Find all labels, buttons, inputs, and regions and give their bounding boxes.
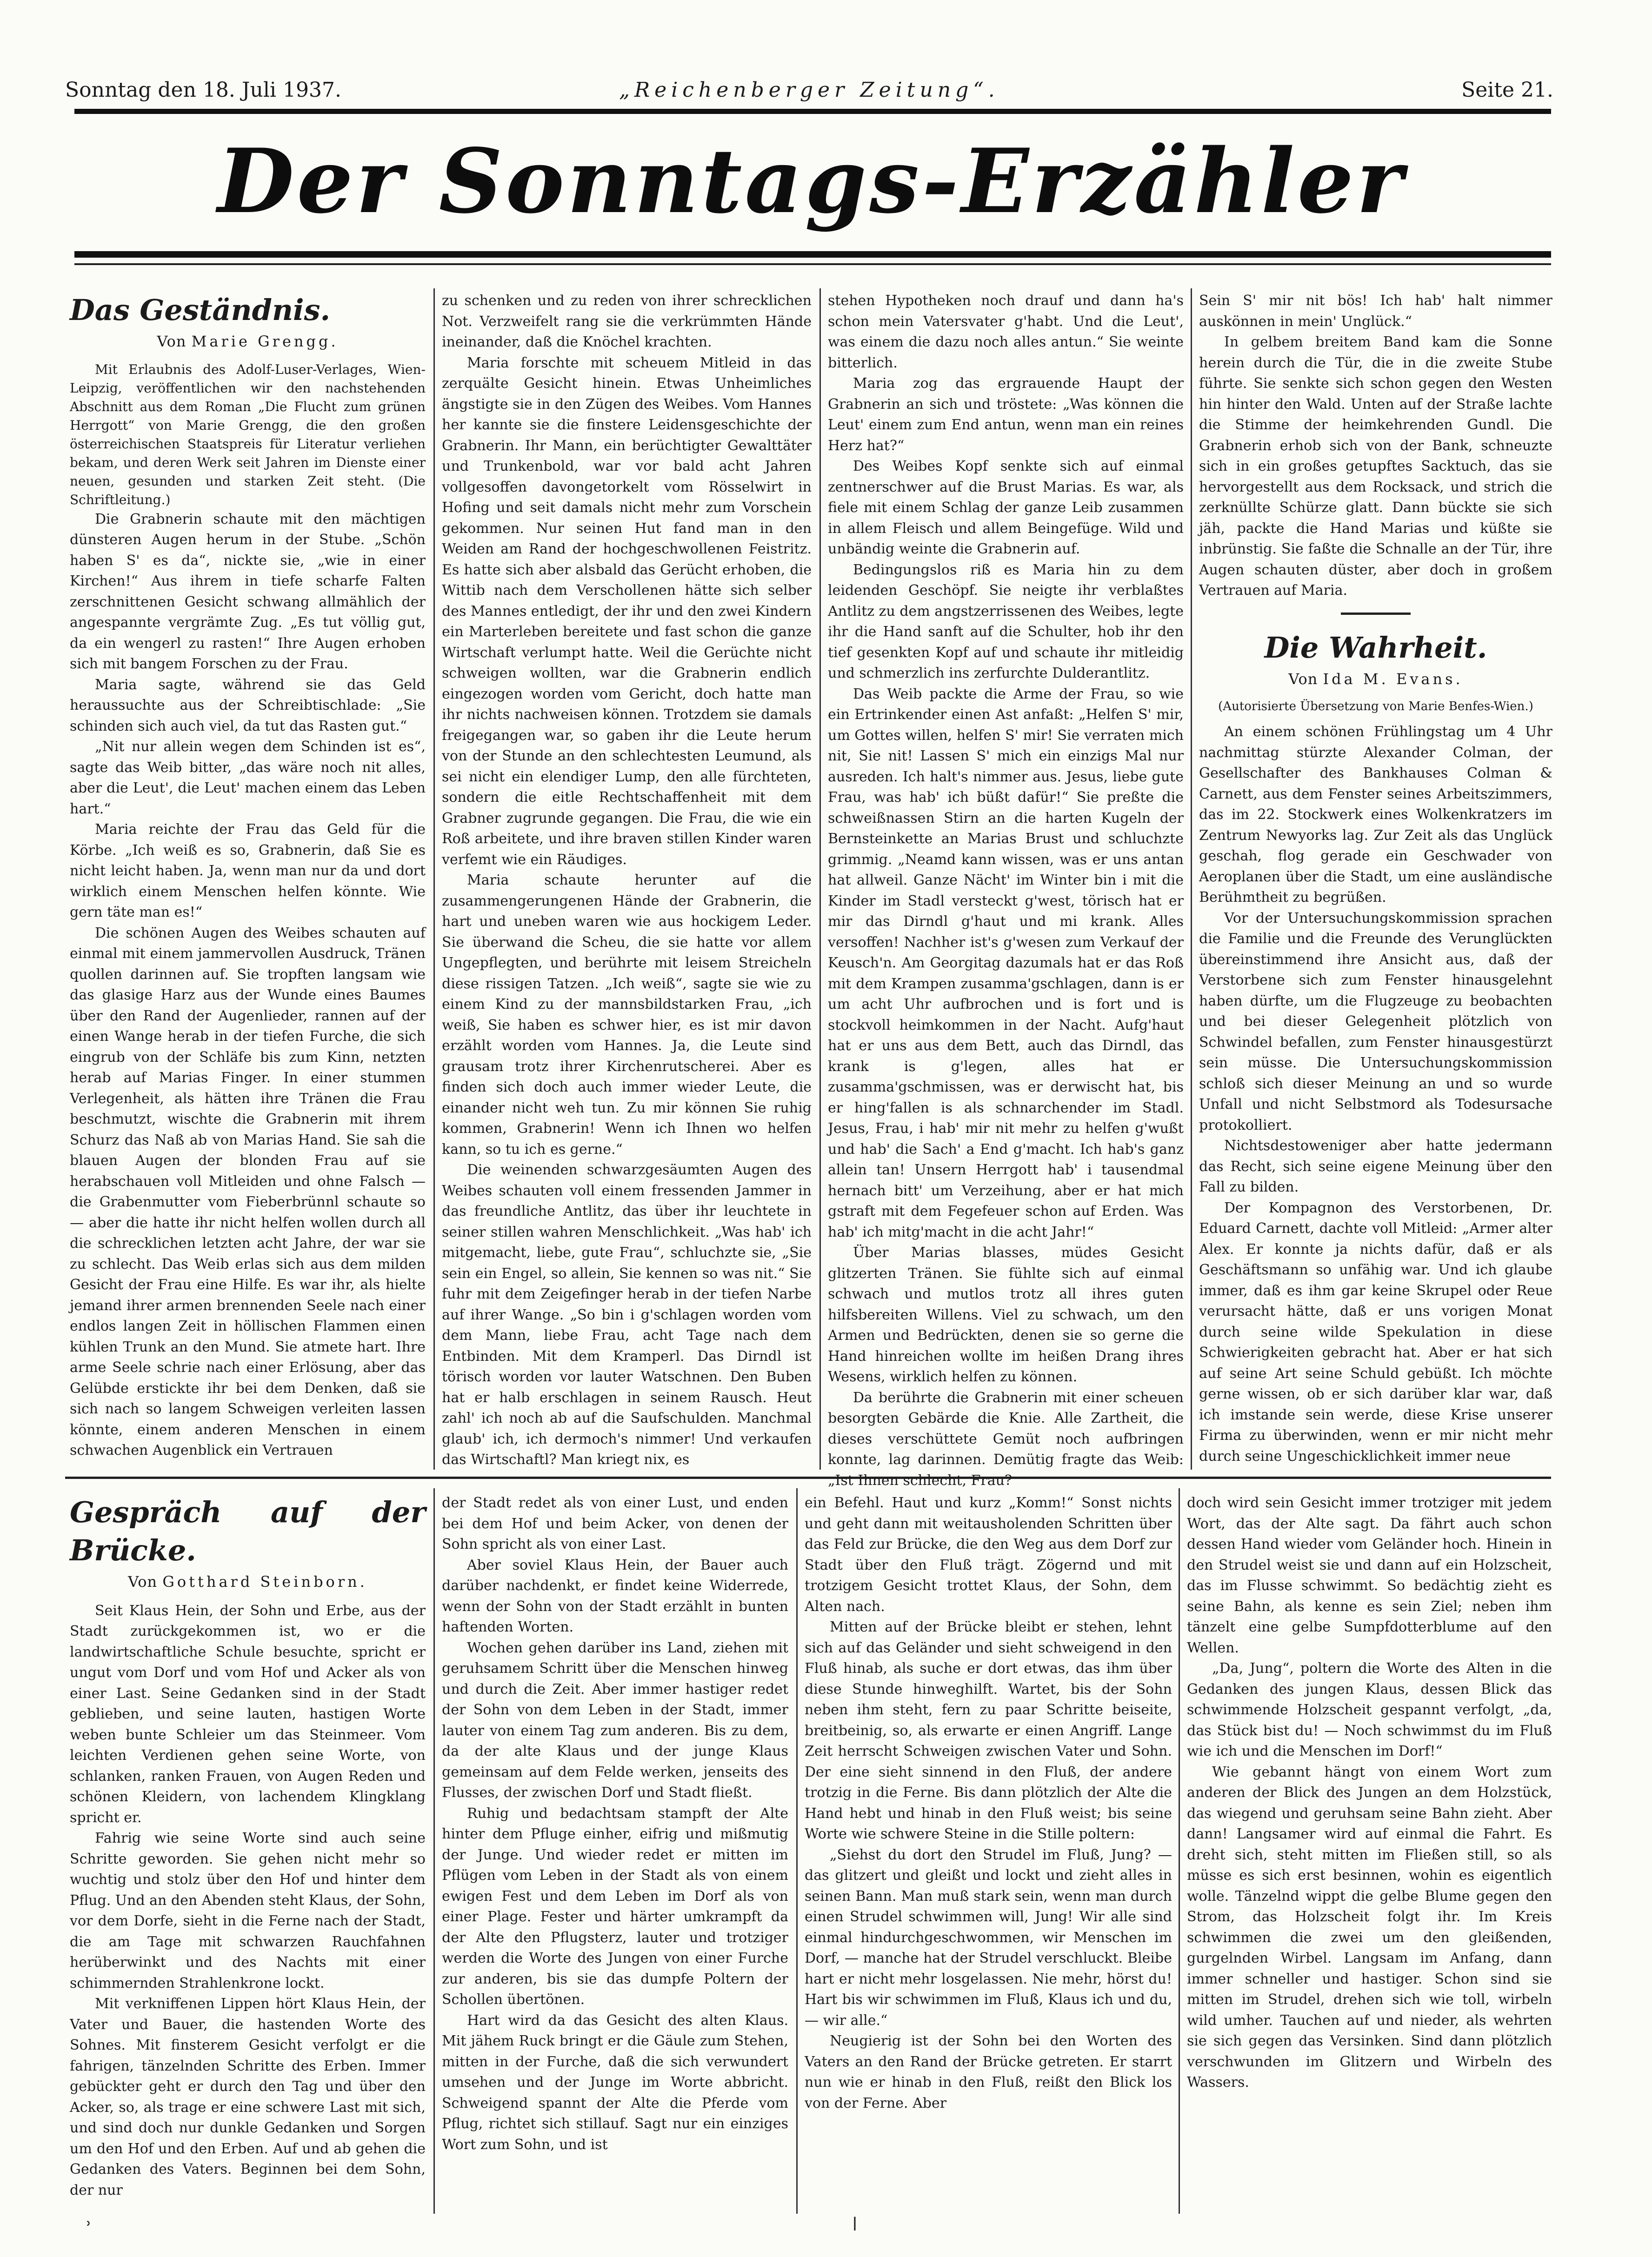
paragraph: Mit verkniffenen Lippen hört Klaus Hein, der Vater und Bauer, die hastenden Worte des Sohnes. Mit finsterem Gesicht verfolgt er die fahrigen, tänzelnden Schritte des Erben. Immer gebückter geht er durch den Tag und über den Acker, so, als trage er eine schwere Last mit sich, und sind doch nur dunkle Gedanken und Sorgen um den Hof und den Erben. Auf und ab gehen die Gedanken des Vaters. Beginnen bei dem Sohn, der nur bbox=[70, 1996, 426, 2198]
paragraph: ein Befehl. Haut und kurz „Komm!“ Sonst nichts und geht dann mit weitausholenden Schritten über das Feld zur Brücke, die den Weg aus dem Dorf zur Stadt über den Fluß trägt. Zögernd und mit trotzigem Gesicht trottet Klaus, der Sohn, dem Alten nach. bbox=[805, 1495, 1172, 1615]
margin-mark: ǀ bbox=[852, 2214, 858, 2235]
paragraph: Maria zog das ergrauende Haupt der Grabnerin an sich und tröstete: „Was können die Leut' einem zum End antun, wenn man ein reines Herz hat?“ bbox=[828, 375, 1184, 454]
paragraph: Fahrig wie seine Worte sind auch seine Schritte geworden. Sie gehen nicht mehr so wuchtig und stolz über den Hof und hinter dem Pflug. Und an den Abenden steht Klaus, der Sohn, vor dem Dorfe, sieht in die Ferne nach der Stadt, die am Tage mit schwarzen Rauchfahnen herüberwinkt und des Nachts mit einer schimmernden Strahlenkrone lockt. bbox=[70, 1830, 426, 1991]
author-prefix: Von bbox=[1288, 670, 1318, 688]
author-prefix: Von bbox=[128, 1573, 158, 1591]
paragraph: Über Marias blasses, müdes Gesicht glitzerten Tränen. Sie fühlte sich auf einmal schwach und mutlos trotz all ihres guten hilfsbereiten Willens. Viel zu schwach, um den Armen und Bedrückten, denen sie so gerne die Hand hinreichen wollte im heißen Drang ihres Wesens, wirklich helfen zu können. bbox=[828, 1245, 1184, 1385]
paragraph: „Da, Jung“, poltern die Worte des Alten in die Gedanken des jungen Klaus, dessen Blick das schwimmende Holzscheit gespannt verfolgt, „da, das Stück bist du! — Noch schwimmst du im Fluß wie ich und die Menschen im Dorf!“ bbox=[1187, 1660, 1552, 1759]
paragraph: doch wird sein Gesicht immer trotziger mit jedem Wort, das der Alte sagt. Da fährt auch schon dessen Hand wieder vom Geländer hoch. Hinein in den Strudel weist sie und dann auf ein Holzscheit, das im Flusse schwimmt. So bedächtig zieht es seine Bahn, als kenne es sein Ziel; neben ihm tänzelt eine gelbe Sumpfdotterblume auf den Wellen. bbox=[1187, 1495, 1552, 1656]
paragraph: Hart wird da das Gesicht des alten Klaus. Mit jähem Ruck bringt er die Gäule zum Stehen, mitten in der Furche, daß die sich verwundert umsehen und der Junge im Worte abbricht. Schweigend spannt der Alte die Pferde vom Pflug, richtet sich stillauf. Sagt nur ein einziges Wort zum Sohn, und ist bbox=[442, 2012, 788, 2153]
page-header bbox=[65, 78, 1553, 111]
author-name: Ida M. Evans. bbox=[1323, 670, 1463, 688]
header-newspaper: „Reichenberger Zeitung“. bbox=[619, 78, 999, 102]
article-gespraech-col-3 bbox=[805, 1493, 1172, 2216]
masthead-bottom-rule bbox=[74, 251, 1551, 258]
header-page-number: Seite 21. bbox=[1461, 78, 1553, 102]
paragraph: Maria reichte der Frau das Geld für die Körbe. „Ich weiß es so, Grabnerin, daß Sie es nicht leicht haben. Ja, wenn man nur da und dort wirklich einem Menschen helfen könnte. Wie gern täte man es!“ bbox=[70, 821, 426, 920]
paragraph: Des Weibes Kopf senkte sich auf einmal zentnerschwer auf die Brust Marias. Es war, als fiele mit einem Schlag der ganze Leib zusammen in allem Fleisch und allem Beingefüge. Wild und unbändig weinte die Grabnerin auf. bbox=[828, 458, 1184, 557]
paragraph: Nichtsdestoweniger aber hatte jedermann das Recht, sich seine eigene Meinung über den Fall zu bilden. bbox=[1199, 1138, 1552, 1195]
translation-note: (Autorisierte Übersetzung von Marie Benfes-Wien.) bbox=[1218, 699, 1533, 713]
paragraph: Die Grabnerin schaute mit den mächtigen dünsteren Augen herum in der Stube. „Schön haben S' es da“, nickte sie, „wie in einer Kirchen!“ Aus ihrem in tiefe scharfe Falten zerschnittenen Gesicht schwang allmählich der angespannte vergrämte Zug. „Es tut völlig gut, da ein wengerl zu rasten!“ Ihre Augen erhoben sich mit bangem Forschen zu der Frau. bbox=[70, 511, 426, 672]
article-gestaendnis-col-1 bbox=[70, 288, 426, 1470]
masthead-bottom-thin-rule bbox=[74, 263, 1551, 265]
paragraph: Neugierig ist der Sohn bei den Worten des Vaters an den Rand der Brücke getreten. Er starrt nun wie er hinab in den Fluß, reißt den Blick los von der Ferne. Aber bbox=[805, 2033, 1172, 2111]
paragraph: An einem schönen Frühlingstag um 4 Uhr nachmittag stürzte Alexander Colman, der Gesellschafter des Bankhauses Colman & Carnett, aus dem Fenster seines Arbeitszimmers, das im 22. Stockwerk eines Wolkenkratzers im Zentrum Newyorks lag. Zur Zeit als das Unglück geschah, flog gerade ein Geschwader von Aeroplanen über die Stadt, um eine ausländische Berühmtheit zu begrüßen. bbox=[1199, 724, 1552, 905]
paragraph: Vor der Untersuchungskommission sprachen die Familie und die Freunde des Verunglückten übereinstimmend ihre Ansicht aus, daß der Verstorbene sich zum Fenster hinausgelehnt haben dürfte, um die Flugzeuge zu beobachten und bei dieser Gelegenheit plötzlich von Schwindel befallen, zum Fenster hinausgestürzt sein müsse. Die Untersuchungskommission schloß sich dieser Meinung an und so wurde Unfall und nicht Selbstmord als Todesursache protokolliert. bbox=[1199, 910, 1552, 1133]
paragraph: Ruhig und bedachtsam stampft der Alte hinter dem Pfluge einher, eifrig und mißmutig der Junge. Und wieder redet er mitten im Pflügen vom Leben in der Stadt als von einem ewigen Fest und dem Leben im Dorf als von einer Plage. Fester und härter umkrampft da der Alte den Pflugsterz, lauter und trotziger werden die Worte des Jungen von einer Furche zur anderen, bis sie das dumpfe Poltern der Schollen übertönen. bbox=[442, 1805, 788, 2008]
paragraph: der Stadt redet als von einer Lust, und enden bei dem Hof und beim Acker, von denen der Sohn spricht als von einer Last. bbox=[442, 1495, 788, 1552]
paragraph: „Siehst du dort den Strudel im Fluß, Jung? — das glitzert und gleißt und lockt und zieht alles in seinen Bann. Man muß stark sein, wenn man durch einen Strudel schwimmen will, Jung! Wir alle sind einmal hindurchgeschwommen, wir Menschen im Dorf, — manche hat der Strudel verschluckt. Bleibe hart er nicht mehr losgelassen. Nie mehr, hörst du! Hart bis wir schwimmen im Fluß, Klaus ich und du, — wir alle.“ bbox=[805, 1846, 1172, 2029]
column-rule bbox=[433, 1488, 435, 2214]
masthead-title: Der Sonntags-Erzähler bbox=[217, 129, 1406, 233]
paragraph: Maria forschte mit scheuem Mitleid in das zerquälte Gesicht hinein. Etwas Unheimliches ängstigte sie in den Zügen des Weibes. Vom Hannes her kannte sie die finstere Leidensgeschichte der Grabnerin. Ihr Mann, ein berüchtigter Gewalttäter und Trunkenbold, war vor bald acht Jahren vollgesoffen davongetorkelt vom Rösselwirt in Hofing und seit damals nicht mehr zum Vorschein gekommen. Nur seinen Hut fand man in den Weiden am Rand der hochgeschwollenen Feistritz. Es hatte sich aber alsbald das Gerücht erhoben, die Wittib nach dem Verschollenen hätte sich selber des Mannes entledigt, der ihr und den zwei Kindern ein Marterleben bereitete und fast schon die ganze Wirtschaft verlumpt hatte. Weil die Gerüchte nicht schweigen wollten, war die Grabnerin endlich eingezogen worden vom Gericht, doch hatte man ihr nichts nachweisen können. Trotzdem sie damals freigegangen war, so gaben ihr die Leute herum von der Stunde an den schlechtesten Leumund, als sei nicht ein elendiger Lump, den alle fürchteten, sondern die eitle Rechtschaffenheit mit dem Grabner zugrunde gegangen. Die Frau, die wie ein Roß arbeitete, und ihre braven stillen Kinder waren verfemt wie ein Räudiges. bbox=[442, 354, 812, 868]
paragraph: Mitten auf der Brücke bleibt er stehen, lehnt sich auf das Geländer und sieht schweigend in den Fluß hinab, als suche er dort etwas, das ihm über diese Stunde hinweghilft. Wartet, bis der Sohn neben ihm steht, fern zu paar Schritte beiseite, breitbeinig, so, als erwarte er einen Angriff. Lange Zeit herrscht Schweigen zwischen Vater und Sohn. Der eine sieht sinnend in den Fluß, der andere trotzig in die Ferne. Bis dann plötzlich der Alte die Hand hebt und hinab in den Fluß weist; bis seine Worte wie schwere Steine in die Stille poltern: bbox=[805, 1619, 1172, 1842]
margin-mark: ʾ bbox=[86, 2218, 92, 2240]
masthead-top-rule bbox=[74, 109, 1551, 114]
paragraph: Wochen gehen darüber ins Land, ziehen mit geruhsamem Schritt über die Menschen hinweg und durch die Zeit. Aber immer hastiger redet der Sohn von dem Leben in der Stadt, immer lauter von einem Tag zum anderen. Bis zu dem, da der alte Klaus und der junge Klaus gemeinsam auf dem Felde werken, jenseits des Flusses, der zwischen Dorf und Stadt fließt. bbox=[442, 1639, 788, 1801]
article-gespraech-col-1 bbox=[70, 1491, 426, 2216]
article-author bbox=[1199, 669, 1552, 690]
paragraph: stehen Hypotheken noch drauf und dann ha's schon mein Vatersvater g'habt. Und die Leut', was einem die dazu noch alles antun.“ Sie weinte bitterlich. bbox=[828, 293, 1184, 371]
paragraph: „Nit nur allein wegen dem Schinden ist es“, sagte das Weib bitter, „das wäre noch nit alles, aber die Leut', die Leut' machen einem das Leben hart.“ bbox=[70, 739, 426, 817]
paragraph: Bedingungslos riß es Maria hin zu dem leidenden Geschöpf. Sie neigte ihr verblaßtes Antlitz zu dem angstzerrissenen des Weibes, legte ihr die Hand sanft auf die Schulter, hob ihr den tief gesenkten Kopf auf und schaute ihr mitleidig und schmerzlich ins zerfurchte Dulderantlitz. bbox=[828, 561, 1184, 681]
author-prefix: Von bbox=[157, 333, 187, 350]
section-divider bbox=[65, 1477, 1551, 1479]
article-gestaendnis-col-2 bbox=[442, 291, 812, 1470]
paragraph: Maria schaute herunter auf die zusammengerungenen Hände der Grabnerin, die hart und uneben waren wie aus hockigem Leder. Sie überwand die Scheu, die sie hatte vor allem Ungepflegten, und berührte mit leisem Streicheln diese rissigen Tatzen. „Ich weiß“, sagte sie wie zu einem Kind zu der mannsbildstarken Frau, „ich weiß, Sie haben es schwer hier, es ist mir davon erzählt worden vom Hannes. Ja, die Leute sind grausam trotz ihrer Kirchenrutscherei. Aber es finden sich doch auch immer wieder Leute, die einander nicht weh tun. Zu mir können Sie ruhig kommen, Grabnerin! Wenn ich Ihnen wo helfen kann, so tu ich es gerne.“ bbox=[442, 872, 812, 1158]
article-title: Gespräch auf der Brücke. bbox=[70, 1495, 426, 1567]
column-rule bbox=[433, 288, 435, 1470]
paragraph: Aber soviel Klaus Hein, der Bauer auch darüber nachdenkt, er findet keine Widerrede, wenn der Sohn von der Stadt erzählt in bunten haftenden Worten. bbox=[442, 1557, 788, 1635]
column-rule bbox=[1179, 1488, 1180, 2214]
article-gestaendnis-col-3 bbox=[828, 291, 1184, 1489]
article-author bbox=[70, 1571, 426, 1592]
paragraph: Seit Klaus Hein, der Sohn und Erbe, aus der Stadt zurückgekommen ist, wo er die landwirtschaftliche Schule besuchte, spricht er ungut vom Dorf und vom Hof und Acker als von einer Last. Seine Gedanken sind in der Stadt geblieben, und seine lauten, hastigen Worte weben bunte Schleier um das Steinmeer. Vom leichten Verdienen gehen seine Worte, von schlanken, ranken Frauen, von Augen Reden und schönen Kleidern, von lachendem Klingklang spricht er. bbox=[70, 1602, 426, 1826]
editor-note: Mit Erlaubnis des Adolf-Luser-Verlages, Wien-Leipzig, veröffentlichen wir den nachstehenden Abschnitt aus dem Roman „Die Flucht zum grünen Herrgott“ von Marie Grengg, die den großen österreichischen Staatspreis für Literatur verliehen bekam, und deren Werk seit Jahren im Dienste einer neuen, gesunden und starken Zeit steht. (Die Schriftleitung.) bbox=[70, 361, 426, 507]
paragraph: Die weinenden schwarzgesäumten Augen des Weibes schauten voll einem fressenden Jammer in das freundliche Antlitz, das über ihr leuchtete in seiner stillen wahren Menschlichkeit. „Was hab' ich mitgemacht, liebe, gute Frau“, schluchzte sie, „Sie sein ein Engel, so allein, Sie kennen so was nit.“ Sie fuhr mit dem Zeigefinger herab in der tiefen Narbe auf ihrer Wange. „So bin i g'schlagen worden vom dem Mann, liebe Frau, acht Tage nach dem Entbinden. Mit dem Kramperl. Das Dirndl ist törisch worden vor lauter Watschnen. Den Buben hat er halb erschlagen in seinem Rausch. Heut zahl' ich noch ab auf die Saufschulden. Manchmal glaub' ich, ich dermoch's nimmer! Und verkaufen das Wirtschaftl? Man kriegt nix, es bbox=[442, 1162, 812, 1468]
paragraph: Die schönen Augen des Weibes schauten auf einmal mit einem jammervollen Ausdruck, Tränen quollen darinnen auf. Sie tropften langsam wie das glasige Harz aus der Wunde eines Baumes über den Rand der Augenlieder, rannen auf der einen Wange herab in der tiefen Furche, die sich eingrub von der Schläfe bis zum Kinn, netzten herab auf Marias Finger. In einer stummen Verlegenheit, als hätten ihre Tränen die Frau beschmutzt, wischte die Grabnerin mit ihrem Schurz das Naß ab von Marias Hand. Sie sah die blauen Augen der blonden Frau auf sie herabschauen voll Mitleiden und ohne Falsch — die Grabenmutter vom Fieberbrünnl schaute so — aber die hatte ihr nicht helfen wollen durch all die schrecklichen letzten acht Jahre, der war sie zu schlecht. Das Weib erlas sich aus dem milden Gesicht der Frau eine Hilfe. Es war ihr, als hielte jemand ihrer armen brennenden Seele nach einer endlos langen Zeit in höllischen Flammen einen kühlen Trunk an den Mund. Sie atmete hart. Ihre arme Seele schrie nach einer Erlösung, aber das Gelübde erstickte ihr bei dem Denken, daß sie sich nach so langem Schweigen verleiten lassen könnte, einem anderen Menschen in einem schwachen Augenblick ein Vertrauen bbox=[70, 925, 426, 1458]
paragraph: Da berührte die Grabnerin mit einer scheuen besorgten Gebärde die Knie. Alle Zartheit, die dieses verschüttete Gemüt noch aufbringen konnte, lag darinnen. Demütig fragte das Weib: „Ist Ihnen schlecht, Frau? bbox=[828, 1389, 1184, 1489]
article-title: Das Geständnis. bbox=[70, 293, 331, 327]
article-separator bbox=[1341, 613, 1411, 615]
paragraph: Das Weib packte die Arme der Frau, so wie ein Ertrinkender einen Ast anfaßt: „Helfen S' mir, um Gottes willen, helfen S' mir! Sie verraten mich nit, Sie nit! Lassen S' mich ein einzigs Mal nur ausreden. Ich halt's nimmer aus. Jesus, liebe gute Frau, was hab' ich büßt dafür!“ Sie preßte die schweißnassen Stirn an die harten Kugeln der Bernsteinkette an Marias Brust und schluchzte grimmig. „Neamd kann wissen, was er uns antan hat allweil. Ganze Nächt' im Winter bin i mit die Kinder im Stadl versteckt g'west, törisch hat er mir das Dirndl g'haut und mi krank. Alles versoffen! Nachher ist's g'wesen zum Verkauf der Keusch'n. Am Georgitag dazumals hat er das Roß mit dem Krampen zusamma'gschlagen, dann is er um acht Uhr aufbrochen und is fort und is stockvoll heimkommen in der Nacht. Aufg'haut hat er uns aus dem Bett, auch das Dirndl, das krank is g'legen, alles hat er zusamma'gschmissen, was er derwischt hat, bis er hing'fallen is als schnarchender im Stadl. Jesus, Frau, i hab' mir nit mehr zu helfen g'wußt und hab' die Sach' a End g'macht. Ich hab's ganz allein tan! Unsern Herrgott hab' i tausendmal hernach bitt' um Verzeihung, aber er hat mich gstraft mit dem Fegefeuer schon auf Erden. Was hab' ich mitg'macht in die acht Jahr!“ bbox=[828, 686, 1184, 1240]
header-date: Sonntag den 18. Juli 1937. bbox=[65, 78, 341, 102]
author-name: Gotthard Steinborn. bbox=[162, 1573, 367, 1591]
article-gestaendnis-col-4 bbox=[1199, 291, 1552, 1470]
column-rule bbox=[796, 1488, 798, 2214]
article-author bbox=[70, 331, 426, 352]
article-title: Die Wahrheit. bbox=[1264, 630, 1487, 665]
article-gespraech-col-2 bbox=[442, 1493, 788, 2216]
paragraph: Der Kompagnon des Verstorbenen, Dr. Eduard Carnett, dachte voll Mitleid: „Armer alter Alex. Er konnte ja nichts dafür, daß er als Geschäftsmann so unfähig war. Und ich glaube immer, daß es ihm gar keine Skrupel oder Reue verursacht hätte, daß er uns vorigen Monat durch seine wilde Spekulation in diese Schwierigkeiten gebracht hat. Aber er hat sich auf seine Art seine Schuld gebüßt. Ich möchte gerne wissen, ob er sich darüber klar war, daß ich imstande sein werde, diese Krise unserer Firma zu überwinden, wenn er mir nicht mehr durch seine Ungeschicklichkeit immer neue bbox=[1199, 1199, 1552, 1465]
paragraph: Sein S' mir nit bös! Ich hab' halt nimmer auskönnen in mein' Unglück.“ bbox=[1199, 293, 1552, 330]
author-name: Marie Grengg. bbox=[191, 333, 339, 350]
article-gespraech-col-4 bbox=[1187, 1493, 1552, 2216]
paragraph: Maria sagte, während sie das Geld heraussuchte aus der Schreibtischlade: „Sie schinden sich auch viel, da tut das Rasten gut.“ bbox=[70, 676, 426, 734]
column-rule bbox=[1191, 288, 1192, 1470]
column-rule bbox=[819, 288, 821, 1470]
paragraph: zu schenken und zu reden von ihrer schrecklichen Not. Verzweifelt rang sie die verkrümmten Hände ineinander, daß die Knöchel krachten. bbox=[442, 293, 812, 350]
paragraph: In gelbem breitem Band kam die Sonne herein durch die Tür, die in die zweite Stube führte. Sie senkte sich schon gegen den Westen hin hinter den Wald. Unten auf der Straße lachte die Stimme der heimkehrenden Gundl. Die Grabnerin erhob sich von der Bank, schneuzte sich in ein großes getupftes Sacktuch, das sie hervorgestellt aus dem Rocksack, und strich die zerknüllte Schürze glatt. Dann bückte sie sich jäh, packte die Hand Marias und küßte sie inbrünstig. Sie faßte die Schnalle an der Tür, ihre Augen schauten düster, aber doch in großem Vertrauen auf Maria. bbox=[1199, 334, 1552, 599]
paragraph: Wie gebannt hängt von einem Wort zum anderen der Blick des Jungen an dem Holzstück, das wiegend und geruhsam seine Bahn zieht. Aber dann! Langsamer wird auf einmal die Fahrt. Es dreht sich, steht mitten im Fließen still, so als müsse es sich erst besinnen, wohin es eigentlich wolle. Tänzelnd wippt die gelbe Blume gegen den Strom, das Holzscheit folgt ihr. Im Kreis schwimmen die zwei um den gleißenden, gurgelnden Wirbel. Langsam im Anfang, dann immer schneller und hastiger. Schon sind sie mitten im Strudel, drehen sich wie toll, wirbeln wild umher. Tauchen auf und nieder, als wehrten sie sich gegen das Versinken. Sind dann plötzlich verschwunden im Glitzern und Wirbeln des Wassers. bbox=[1187, 1764, 1552, 2091]
